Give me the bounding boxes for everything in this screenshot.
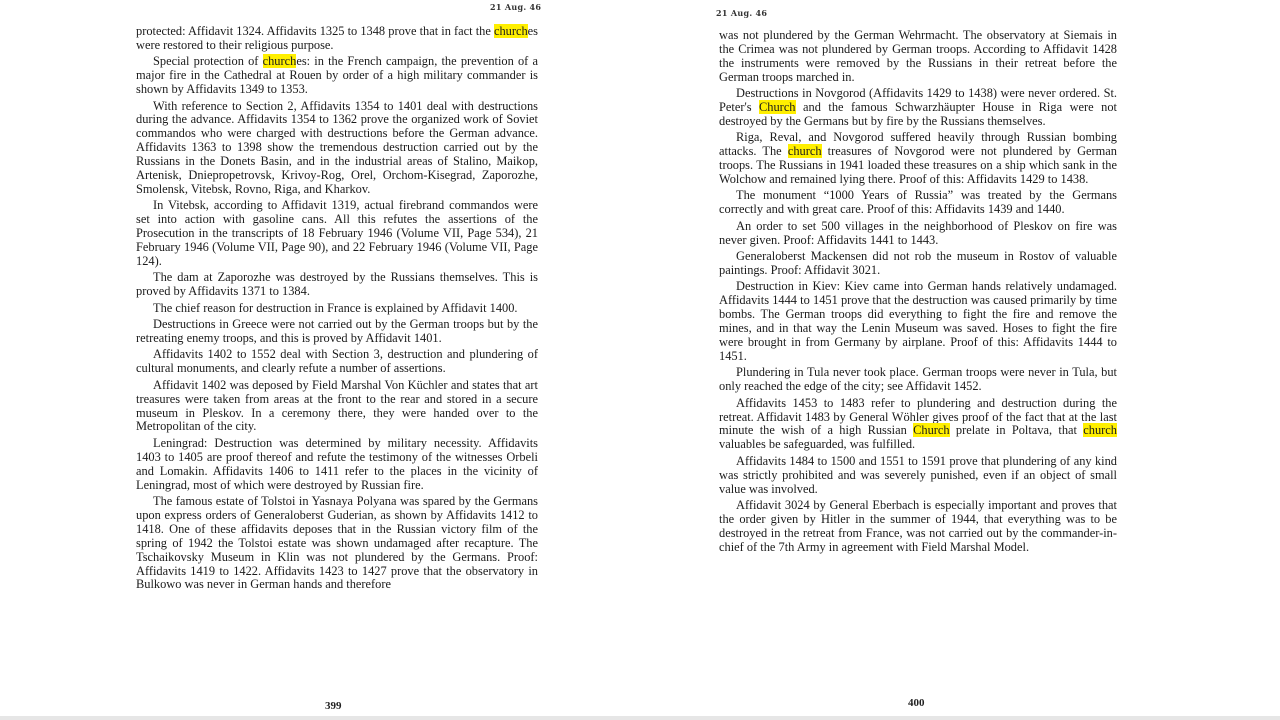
text-run: and the famous Schwarzhäupter House in Riga were not destroyed by the Germans but by fire by the Russians themselves. <box>719 100 1117 128</box>
text-run: With reference to Section 2, Affidavits 1354 to 1401 deal with destructions during the advance. Affidavits 1354 to 1362 prove the organized work of Soviet commandos who were charged with destructions before the German advance. Affidavits 1363 to 1398 show the tremendous destruction carried out by the Russians in the Donets Basin, and in the industrial areas of Stalino, Maikop, Artenisk, Dniepropetrovsk, Krivoy-Rog, Orel, Orchom-Kisegrad, Zaporozhe, Smolensk, Vitebsk, Rovno, Riga, and Kharkov. <box>136 98 538 196</box>
text-run: An order to set 500 villages in the neighborhood of Pleskov on fire was never given. Proof: Affidavits 1441 to 1443. <box>719 218 1117 247</box>
text-run: was not plundered by the German Wehrmacht. The observatory at Siemais in the Crimea was not plundered by German troops. According to Affidavit 1428 the instruments were removed by the Russians in their retreat before the German troops marched in. <box>719 28 1117 84</box>
text-run: Destructions in Novgorod (Affidavits 1429 to 1438) were never ordered. St. Peter's <box>719 86 1117 115</box>
page-399 <box>130 0 550 720</box>
paragraph <box>136 318 538 346</box>
text-run: Affidavits 1453 to 1483 refer to plundering and destruction during the retreat. Affidavit 1483 by General Wöhler gives proof of the fact that at the last minute the wish of a high Russian <box>719 395 1117 438</box>
paragraph <box>719 280 1117 363</box>
paragraph <box>136 348 538 376</box>
viewer-bottom-edge <box>0 716 1280 720</box>
text-run: treasures of Novgorod were not plundered by German troops. The Russians in 1941 loaded these treasures on a ship which sank in the Wolchow and remained lying there. Proof of this: Affidavits 1429 to 1438. <box>719 144 1118 187</box>
page-400 <box>712 0 1132 720</box>
search-highlight: church <box>1083 423 1117 438</box>
paragraph <box>136 437 538 493</box>
text-run: Leningrad: Destruction was determined by military necessity. Affidavits 1403 to 1405 are proof thereof and refute the testimony of the witnesses Orbeli and Lomakin. Affidavits 1406 to 1411 refer to the places in the vicinity of Leningrad, most of which were destroyed by Russian fire. <box>136 435 538 492</box>
text-run: Generaloberst Mackensen did not rob the museum in Rostov of valuable paintings. Proof: Affidavit 3021. <box>719 249 1117 277</box>
page-number: 400 <box>908 697 925 709</box>
text-run: prelate in Poltava, that <box>949 423 1084 438</box>
paragraph <box>136 100 538 197</box>
paragraph <box>719 220 1117 248</box>
text-run: Affidavit 1402 was deposed by Field Marshal Von Küchler and states that art treasures were taken from areas at the front to the rear and stored in a secure museum in Pleskov. In a ceremony there, they were handed over to the Metropolitan of the city. <box>136 377 538 434</box>
paragraph <box>719 87 1117 129</box>
text-run: Special protection of <box>153 54 263 69</box>
paragraph <box>136 199 538 269</box>
text-run: Affidavit 3024 by General Eberbach is especially important and proves that the order given by Hitler in the summer of 1944, that everything was to be destroyed in the retreat from France, was not carried out by the commander-in-chief of the 7th Army in agreement with Field Marshal Model. <box>719 498 1117 554</box>
paragraph <box>719 29 1117 85</box>
paragraph <box>719 250 1117 278</box>
search-highlight: Church <box>759 100 796 115</box>
search-highlight: Church <box>913 423 950 438</box>
paragraph <box>719 366 1117 394</box>
paragraph <box>136 271 538 299</box>
text-run: Plundering in Tula never took place. German troops were never in Tula, but only reached the edge of the city; see Affidavit 1452. <box>719 365 1117 394</box>
page-text-block <box>719 29 1117 557</box>
text-run: The dam at Zaporozhe was destroyed by the Russians themselves. This is proved by Affidavits 1371 to 1384. <box>136 270 538 299</box>
text-run: protected: Affidavit 1324. Affidavits 1325 to 1348 prove that in fact the <box>136 24 494 38</box>
text-run: The monument “1000 Years of Russia” was treated by the Germans correctly and with great care. Proof of this: Affidavits 1439 and 1440. <box>719 188 1117 217</box>
text-run: es were restored to their religious purpose. <box>136 24 538 52</box>
text-run: Destruction in Kiev: Kiev came into German hands relatively undamaged. Affidavits 1444 to 1451 prove that the destruction was caused primarily by time bombs. The German troops did everything to fight the fire and remove the mines, and in that way the Lenin Museum was saved. Hoses to fight the fire were brought in from Germany by airplane. Proof of this: Affidavits 1444 to 1451. <box>719 279 1117 363</box>
running-head: 21 Aug. 46 <box>490 2 542 12</box>
paragraph <box>136 302 538 316</box>
paragraph <box>719 397 1117 453</box>
paragraph <box>136 25 538 53</box>
text-run: Affidavits 1402 to 1552 deal with Section 3, destruction and plundering of cultural monuments, and clearly refute a number of assertions. <box>136 347 538 376</box>
paragraph <box>136 379 538 435</box>
page-number: 399 <box>325 700 342 712</box>
paragraph <box>719 189 1117 217</box>
paragraph <box>719 455 1117 497</box>
paragraph <box>136 495 538 592</box>
text-run: valuables be safeguarded, was fulfilled. <box>719 437 916 452</box>
text-run: Affidavits 1484 to 1500 and 1551 to 1591 prove that plundering of any kind was strictly prohibited and was severely punished, even if an object of small value was involved. <box>719 453 1117 496</box>
text-run: Destructions in Greece were not carried out by the German troops but by the retreating enemy troops, and this is proved by Affidavit 1401. <box>136 317 538 346</box>
search-highlight: church <box>493 24 528 38</box>
page-text-block <box>136 25 538 595</box>
search-highlight: church <box>262 54 297 69</box>
text-run: The chief reason for destruction in France is explained by Affidavit 1400. <box>153 300 518 315</box>
paragraph <box>136 55 538 97</box>
paragraph <box>719 131 1117 187</box>
paragraph <box>719 499 1117 555</box>
running-head: 21 Aug. 46 <box>716 8 768 18</box>
text-run: es: in the French campaign, the prevention of a major fire in the Cathedral at Rouen by order of a high military commander is shown by Affidavits 1349 to 1353. <box>136 54 539 97</box>
search-highlight: church <box>787 144 822 159</box>
text-run: In Vitebsk, according to Affidavit 1319, actual firebrand commandos were set into action with gasoline cans. All this refutes the assertions of the Prosecution in the transcripts of 18 February 1946 (Volume VII, Page 534), 21 February 1946 (Volume VII, Page 90), and 22 February 1946 (Volume VII, Page 124). <box>136 198 538 268</box>
text-run: Riga, Reval, and Novgorod suffered heavily through Russian bombing attacks. The <box>719 130 1117 159</box>
text-run: The famous estate of Tolstoi in Yasnaya Polyana was spared by the Germans upon express orders of Generaloberst Guderian, as shown by Affidavits 1412 to 1418. One of these affidavits deposes that in the Russian victory film of the spring of 1942 the Tolstoi estate was shown undamaged after recapture. The Tschaikovsky Museum in Klin was not plundered by the Germans. Proof: Affidavits 1419 to 1422. Affidavits 1423 to 1427 prove that the observatory in Bulkowo was never in German hands and therefore <box>136 494 538 592</box>
